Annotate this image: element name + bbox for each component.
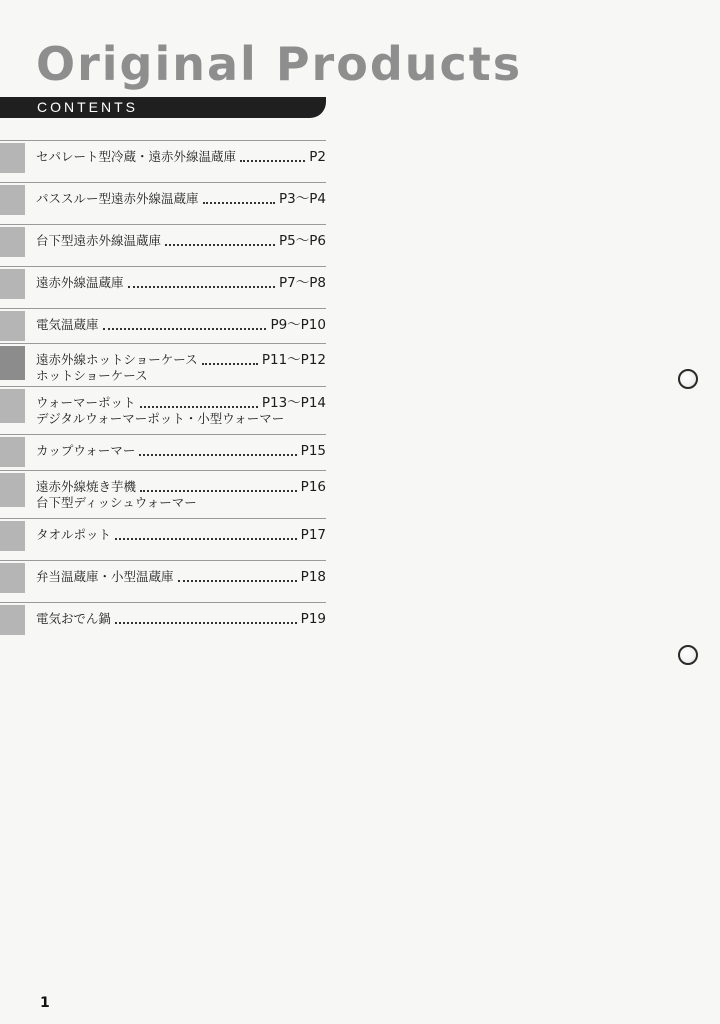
divider xyxy=(0,602,326,603)
toc-item-page: P11〜P12 xyxy=(261,352,326,368)
dot-leader xyxy=(103,320,267,330)
toc-item-page: P9〜P10 xyxy=(270,317,326,333)
dot-leader xyxy=(203,194,276,204)
toc-item-title: ウォーマーポット xyxy=(36,395,136,410)
divider xyxy=(0,182,326,183)
dot-leader xyxy=(115,614,297,624)
toc-item-title: 遠赤外線焼き芋機 xyxy=(36,479,137,494)
toc-item-page: P15 xyxy=(300,443,326,459)
toc-item[interactable] xyxy=(0,437,326,477)
toc-item-page: P2 xyxy=(309,149,326,165)
divider xyxy=(0,140,326,141)
section-marker xyxy=(0,563,25,593)
divider xyxy=(0,308,326,309)
toc-item[interactable] xyxy=(0,473,326,509)
toc-item[interactable] xyxy=(0,389,326,425)
section-marker xyxy=(0,227,25,257)
toc-item-title: 電気温蔵庫 xyxy=(36,317,99,332)
contents-label: CONTENTS xyxy=(37,99,138,115)
toc-item-title: パススルー型遠赤外線温蔵庫 xyxy=(36,191,199,206)
toc-item[interactable] xyxy=(0,227,326,267)
dot-leader xyxy=(140,398,258,408)
toc-item-page: P16 xyxy=(300,479,326,495)
section-marker xyxy=(0,143,25,173)
section-marker xyxy=(0,437,25,467)
divider xyxy=(0,434,326,435)
contents-bar xyxy=(0,97,326,118)
toc-item-page: P7〜P8 xyxy=(279,275,326,291)
toc-item[interactable] xyxy=(0,605,326,645)
dot-leader xyxy=(115,530,297,540)
page-title: Original Products xyxy=(36,37,523,91)
binder-hole xyxy=(678,369,698,389)
toc-item-title: セパレート型冷蔵・遠赤外線温蔵庫 xyxy=(36,149,237,164)
divider xyxy=(0,560,326,561)
toc-item[interactable] xyxy=(0,185,326,225)
toc-item-title: 台下型遠赤外線温蔵庫 xyxy=(36,233,162,248)
divider xyxy=(0,470,326,471)
section-marker xyxy=(0,311,25,341)
toc-item-subtitle: デジタルウォーマーポット・小型ウォーマー xyxy=(36,411,285,426)
dot-leader xyxy=(178,572,297,582)
binder-hole xyxy=(678,645,698,665)
toc-item[interactable] xyxy=(0,143,326,183)
toc-item-title: タオルポット xyxy=(36,527,112,542)
dot-leader xyxy=(240,152,305,162)
toc-item-page: P19 xyxy=(300,611,326,627)
toc-item-title: 遠赤外線温蔵庫 xyxy=(36,275,124,290)
divider xyxy=(0,386,326,387)
dot-leader xyxy=(165,236,275,246)
toc-item[interactable] xyxy=(0,269,326,309)
toc-item-subtitle: ホットショーケース xyxy=(36,368,148,383)
toc-item[interactable] xyxy=(0,521,326,561)
toc-item-title: カップウォーマー xyxy=(36,443,136,458)
dot-leader xyxy=(140,482,297,492)
section-marker xyxy=(0,185,25,215)
divider xyxy=(0,518,326,519)
section-marker xyxy=(0,346,25,380)
section-marker xyxy=(0,605,25,635)
section-marker xyxy=(0,473,25,507)
section-marker xyxy=(0,389,25,423)
toc-item-page: P13〜P14 xyxy=(261,395,326,411)
toc-item-page: P17 xyxy=(300,527,326,543)
dot-leader xyxy=(202,355,258,365)
divider xyxy=(0,266,326,267)
toc-item-page: P5〜P6 xyxy=(279,233,326,249)
section-marker xyxy=(0,269,25,299)
dot-leader xyxy=(128,278,276,288)
page-number: 1 xyxy=(40,995,50,1011)
divider xyxy=(0,343,326,344)
toc-item-title: 弁当温蔵庫・小型温蔵庫 xyxy=(36,569,174,584)
toc-item-title: 遠赤外線ホットショーケース xyxy=(36,352,198,367)
toc-item[interactable] xyxy=(0,311,326,351)
toc-item-subtitle: 台下型ディッシュウォーマー xyxy=(36,495,197,510)
section-marker xyxy=(0,521,25,551)
toc-item[interactable] xyxy=(0,346,326,382)
toc-item-title: 電気おでん鍋 xyxy=(36,611,111,626)
toc-item-page: P3〜P4 xyxy=(279,191,326,207)
divider xyxy=(0,224,326,225)
toc-item-page: P18 xyxy=(300,569,326,585)
dot-leader xyxy=(139,446,296,456)
toc-item[interactable] xyxy=(0,563,326,603)
